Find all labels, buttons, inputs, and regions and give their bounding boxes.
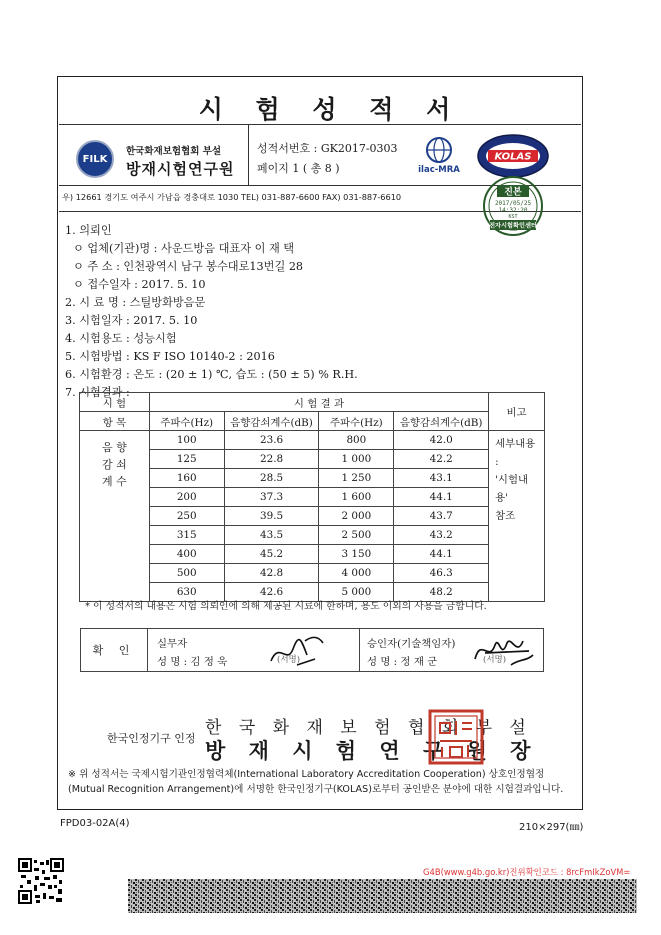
verification-code: G4B(www.g4b.go.kr)진위확인코드 : 8rcFmIkZoVM= [423, 867, 631, 877]
table-cell: 200 [149, 488, 224, 507]
header-remark: 비고 [489, 393, 545, 431]
table-cell: 125 [149, 450, 224, 469]
header-divider [248, 124, 249, 185]
table-cell: 160 [149, 469, 224, 488]
section-results: 7. 시험결과 : [65, 386, 130, 399]
header-item-2: 항 목 [80, 412, 150, 431]
table-cell: 800 [319, 431, 394, 450]
table-cell: 45.2 [224, 545, 319, 564]
official-seal-icon [426, 707, 486, 767]
table-cell: 39.5 [224, 507, 319, 526]
approver-name: 성 명 : 정 재 군 [367, 656, 438, 668]
header-top-rule [59, 124, 581, 125]
worker-title: 실무자 [157, 638, 188, 650]
table-cell: 3 150 [319, 545, 394, 564]
table-cell: 250 [149, 507, 224, 526]
table-cell: 500 [149, 564, 224, 583]
confirmation-box [80, 628, 544, 672]
approver-sign-mark: (서명) [483, 655, 507, 665]
table-cell: 23.6 [224, 431, 319, 450]
table-cell: 100 [149, 431, 224, 450]
qr-code-icon [18, 858, 64, 904]
row-label-3: 계 수 [102, 475, 127, 488]
col-freq-2: 주파수(Hz) [319, 412, 394, 431]
usage-notice: * 이 성적서의 내용은 시험 의뢰인에 의해 제공된 시료에 한하며, 용도 이외의 사용을 금합니다. [85, 601, 487, 612]
table-cell: 48.2 [394, 583, 489, 602]
header-item-1: 시 험 [80, 393, 150, 412]
mra-notice: ※ 위 성적서는 국제시험기관인정협력체(International Laboratory Accreditation Cooperation) 상호인정협정(Mutual Recognition Arrangement)에 서명한 한국인정기구(KOLAS)로부터 공인받은 분야에 대한 시험결과입니다. [68, 769, 564, 795]
test-date: 3. 시험일자 : 2017. 5. 10 [65, 314, 198, 327]
row-label-1: 음 향 [102, 441, 127, 454]
receipt-date: ㅇ 접수일자 : 2017. 5. 10 [73, 278, 206, 291]
table-cell: 46.3 [394, 564, 489, 583]
document-barcode-icon [128, 879, 637, 913]
stamp-zone: KST [508, 214, 518, 220]
stamp-top: 진본 [504, 187, 522, 198]
table-cell: 1 000 [319, 450, 394, 469]
table-cell: 44.1 [394, 488, 489, 507]
approver-title: 승인자(기술책임자) [367, 638, 456, 650]
org-parent-name: 한국화재보험협회 부설 [126, 146, 222, 157]
remark-cell [489, 431, 545, 602]
row-label-cell [80, 431, 150, 602]
requester-address: ㅇ 주 소 : 인천광역시 남구 봉수대로13번길 28 [73, 260, 304, 273]
filk-logo: FILK [76, 140, 114, 178]
authenticity-stamp [478, 175, 548, 237]
table-cell: 42.2 [394, 450, 489, 469]
ilac-mra-logo [414, 136, 464, 176]
requester-company: ㅇ 업체(기관)명 : 사운드방음 대표자 이 재 택 [73, 242, 295, 255]
org-name: 방재시험연구원 [126, 160, 235, 178]
remark-line-3: 참조 [495, 510, 516, 522]
institute-parent: 한 국 화 재 보 험 협 회 부 설 [205, 718, 532, 738]
table-cell: 1 600 [319, 488, 394, 507]
table-cell: 1 250 [319, 469, 394, 488]
table-cell: 44.1 [394, 545, 489, 564]
ilac-text: ilac-MRA [418, 165, 460, 175]
header-results: 시 험 결 과 [149, 393, 488, 412]
confirm-label: 확 인 [81, 629, 148, 671]
col-coef-2: 음향감쇠계수(dB) [394, 412, 489, 431]
stamp-date: 2017/05/25 [494, 200, 532, 207]
section-requester: 1. 의뢰인 [65, 224, 112, 237]
table-cell: 28.5 [224, 469, 319, 488]
table-cell: 5 000 [319, 583, 394, 602]
approver-signature-icon [471, 631, 537, 669]
worker-name: 성 명 : 김 정 욱 [157, 656, 228, 668]
table-cell: 22.8 [224, 450, 319, 469]
sample-name: 2. 시 료 명 : 스틸방화방음문 [65, 296, 206, 309]
test-purpose: 4. 시험용도 : 성능시험 [65, 332, 177, 345]
org-address: 우) 12661 경기도 여주시 가남읍 경충대로 1030 TEL) 031-887-6600 FAX) 031-887-6610 [62, 192, 402, 202]
document-title: 시 험 성 적 서 [198, 95, 463, 124]
remark-line-1: 세부내용 : [495, 438, 536, 468]
kolas-text: KOLAS [494, 151, 532, 163]
table-cell: 400 [149, 545, 224, 564]
stamp-time: 14:32:20 [498, 207, 528, 214]
table-cell: 42.6 [224, 583, 319, 602]
worker-signature-icon [267, 631, 327, 669]
table-cell: 37.3 [224, 488, 319, 507]
test-method: 5. 시험방법 : KS F ISO 10140-2 : 2016 [65, 350, 275, 363]
stamp-bottom: 전자시험확인센터 [489, 222, 537, 230]
table-cell: 42.0 [394, 431, 489, 450]
form-id: FPD03-02A(4) [60, 818, 130, 829]
table-cell: 2 500 [319, 526, 394, 545]
worker-sign-mark: (서명) [277, 655, 301, 665]
table-cell: 43.5 [224, 526, 319, 545]
certificate-number: 성적서번호 : GK2017-0303 [257, 142, 398, 155]
paper-size: 210×297(㎜) [519, 822, 584, 833]
table-cell: 42.8 [224, 564, 319, 583]
row-label-2: 감 쇠 [102, 458, 127, 471]
table-cell: 2 000 [319, 507, 394, 526]
table-cell: 315 [149, 526, 224, 545]
test-environment: 6. 시험환경 : 온도 : (20 ± 1) ℃, 습도 : (50 ± 5) % R.H. [65, 368, 358, 381]
kolas-logo [476, 133, 550, 179]
table-cell: 43.2 [394, 526, 489, 545]
institute-director: 방 재 시 험 연 구 원 장 [205, 739, 539, 763]
table-cell: 4 000 [319, 564, 394, 583]
table-cell: 630 [149, 583, 224, 602]
col-coef-1: 음향감쇠계수(dB) [224, 412, 319, 431]
remark-line-2: '시험내용' [495, 474, 529, 504]
table-cell: 43.1 [394, 469, 489, 488]
page-number: 페이지 1 ( 총 8 ) [257, 162, 340, 175]
table-cell: 43.7 [394, 507, 489, 526]
col-freq-1: 주파수(Hz) [149, 412, 224, 431]
results-table [79, 392, 545, 602]
confirm-divider [359, 629, 360, 671]
accreditation-label: 한국인정기구 인정 [107, 732, 196, 745]
